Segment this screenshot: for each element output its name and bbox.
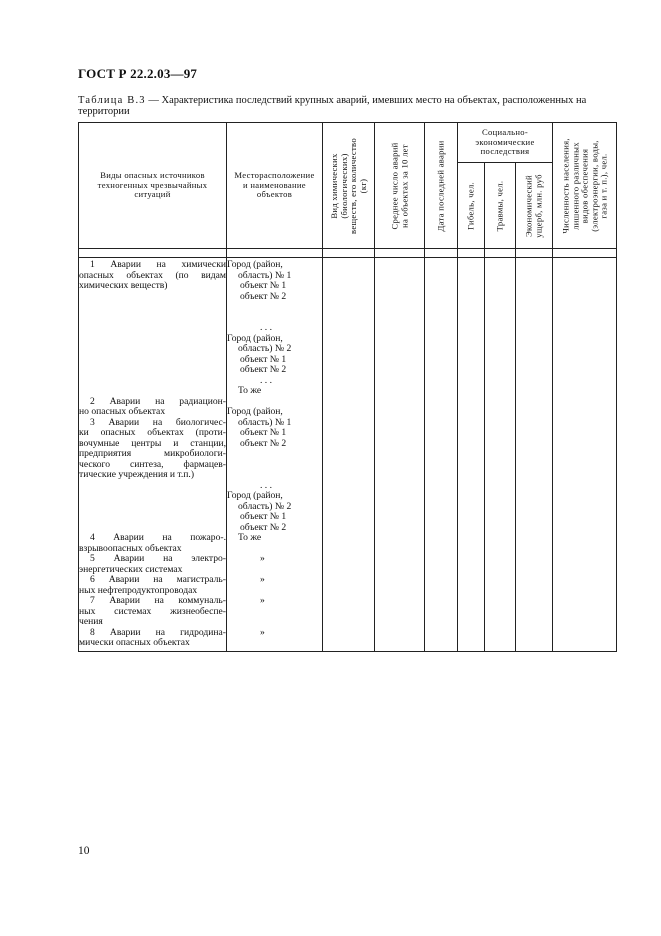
text-line bbox=[227, 449, 322, 460]
text-line: вочумные центры и станции, bbox=[79, 438, 226, 449]
text-line: энергетических системах bbox=[79, 564, 183, 575]
text-line bbox=[79, 523, 226, 534]
text-line: объект № 1 bbox=[240, 281, 287, 291]
text-line: » bbox=[260, 596, 265, 606]
text-line: . . . bbox=[260, 480, 272, 491]
text-line: 1 Аварии на химически bbox=[90, 260, 226, 270]
text-line: ных нефтепродуктопроводах bbox=[79, 585, 198, 596]
header-deaths: Гибель, чел. bbox=[458, 163, 485, 249]
header-average-accidents: Среднее число аварий на объектах за 10 лет bbox=[375, 123, 425, 249]
text-line bbox=[227, 638, 322, 649]
header-last-accident-date: Дата последней аварии bbox=[425, 123, 458, 249]
text-line: но опасных объектах bbox=[79, 407, 166, 417]
text-line: Город (район, bbox=[227, 407, 283, 417]
text-line: 5 Аварии на электро- bbox=[90, 554, 226, 564]
empty-cell bbox=[485, 258, 516, 652]
text-line: область) № 2 bbox=[238, 344, 292, 354]
text-line bbox=[227, 397, 322, 408]
text-line bbox=[227, 313, 322, 324]
text-line bbox=[227, 470, 322, 481]
text-line bbox=[79, 481, 226, 492]
header-chemical-type: Вид химических (биологических) веществ, его количество (кг) bbox=[323, 123, 375, 249]
text-line: Город (район, bbox=[227, 333, 283, 344]
page-number: 10 bbox=[78, 845, 90, 857]
text-line: химических веществ) bbox=[79, 281, 168, 291]
text-line: 4 Аварии на пожаро-. bbox=[90, 533, 226, 543]
caption-text: — Характеристика последствий крупных аварий, имевших место на объектах, расположенных на территории bbox=[78, 95, 587, 117]
text-line: То же bbox=[238, 386, 262, 396]
text-line: » bbox=[260, 627, 265, 638]
text-line: » bbox=[260, 554, 265, 564]
text-line bbox=[227, 544, 322, 555]
text-line: объект № 2 bbox=[240, 522, 287, 533]
caption-lead: Таблица В.3 bbox=[78, 95, 146, 106]
header-injuries: Травмы, чел. bbox=[485, 163, 516, 249]
empty-cell bbox=[323, 258, 375, 652]
text-line: объект № 2 bbox=[240, 365, 287, 375]
text-line bbox=[227, 565, 322, 576]
text-line bbox=[227, 586, 322, 597]
text-line bbox=[227, 617, 322, 628]
text-line: тические учреждения и т.п.) bbox=[79, 470, 195, 480]
text-line bbox=[227, 607, 322, 618]
text-line bbox=[79, 365, 226, 376]
text-line: объект № 2 bbox=[240, 438, 287, 449]
header-socioeconomic-group: Социально-экономические последствия bbox=[458, 123, 553, 163]
text-line: объект № 2 bbox=[240, 291, 287, 302]
text-line bbox=[227, 460, 322, 471]
consequences-table bbox=[78, 122, 617, 652]
text-line bbox=[79, 302, 226, 313]
table-spacer-row bbox=[79, 249, 617, 258]
text-line bbox=[79, 323, 226, 334]
text-line: То же bbox=[238, 533, 262, 543]
document-header: ГОСТ Р 22.2.03—97 bbox=[78, 66, 198, 81]
table-body-row bbox=[79, 258, 617, 652]
empty-cell bbox=[516, 258, 553, 652]
text-line: ческого синтеза, фармацев- bbox=[79, 459, 226, 470]
text-line: 2 Аварии на радиацион- bbox=[90, 396, 226, 407]
text-line bbox=[79, 292, 226, 303]
text-line bbox=[79, 355, 226, 366]
text-line: ных системах жизнеобеспе- bbox=[79, 606, 226, 617]
header-location: Месторасположение и наименование объектов bbox=[227, 123, 323, 249]
text-line: Город (район, bbox=[227, 491, 283, 501]
text-line: опасных объектах (по видам bbox=[79, 270, 226, 281]
empty-cell bbox=[553, 258, 617, 652]
text-line bbox=[79, 491, 226, 502]
text-line: 6 Аварии на магистраль- bbox=[90, 575, 226, 585]
text-line: область) № 2 bbox=[238, 501, 292, 512]
text-line bbox=[79, 502, 226, 513]
empty-cell bbox=[375, 258, 425, 652]
header-population-deprived: Численность населения, лишенного различных видов обеспечения (электроэнергии, воды, газа и т. п.), чел. bbox=[553, 123, 617, 249]
text-line: Город (район, bbox=[227, 260, 283, 270]
text-line: 8 Аварии на гидродина- bbox=[90, 627, 226, 638]
locations-cell bbox=[227, 258, 323, 652]
text-line: 7 Аварии на коммуналь- bbox=[90, 596, 226, 606]
text-line: 3 Аварии на биологичес- bbox=[90, 417, 226, 428]
text-line: мически опасных объектах bbox=[79, 638, 190, 648]
table-caption bbox=[78, 95, 618, 117]
text-line: предприятия микробиологи- bbox=[79, 449, 226, 459]
text-line bbox=[227, 302, 322, 313]
text-line: область) № 1 bbox=[238, 417, 292, 428]
text-line bbox=[79, 512, 226, 523]
empty-cell bbox=[425, 258, 458, 652]
text-line: объект № 1 bbox=[240, 354, 287, 365]
text-line: чения bbox=[79, 617, 103, 627]
text-line bbox=[79, 386, 226, 397]
empty-cell bbox=[458, 258, 485, 652]
text-line bbox=[79, 313, 226, 324]
text-line bbox=[79, 344, 226, 355]
text-line: область) № 1 bbox=[238, 270, 292, 281]
text-line: . . . bbox=[260, 323, 272, 333]
text-line bbox=[79, 334, 226, 345]
text-line: объект № 1 bbox=[240, 512, 287, 522]
hazard-sources-cell bbox=[79, 258, 227, 652]
text-line: объект № 1 bbox=[240, 428, 287, 438]
header-economic-damage: Экономический ущерб, млн. руб bbox=[516, 163, 553, 249]
text-line: » bbox=[260, 575, 265, 585]
text-line: ки опасных объектах (проти- bbox=[79, 428, 226, 438]
text-line bbox=[79, 376, 226, 387]
header-hazard-sources: Виды опасных источников техногенных чрезвычайных ситуаций bbox=[79, 123, 227, 249]
text-line: . . . bbox=[260, 375, 272, 386]
text-line: взрывоопасных объектах bbox=[79, 543, 182, 554]
